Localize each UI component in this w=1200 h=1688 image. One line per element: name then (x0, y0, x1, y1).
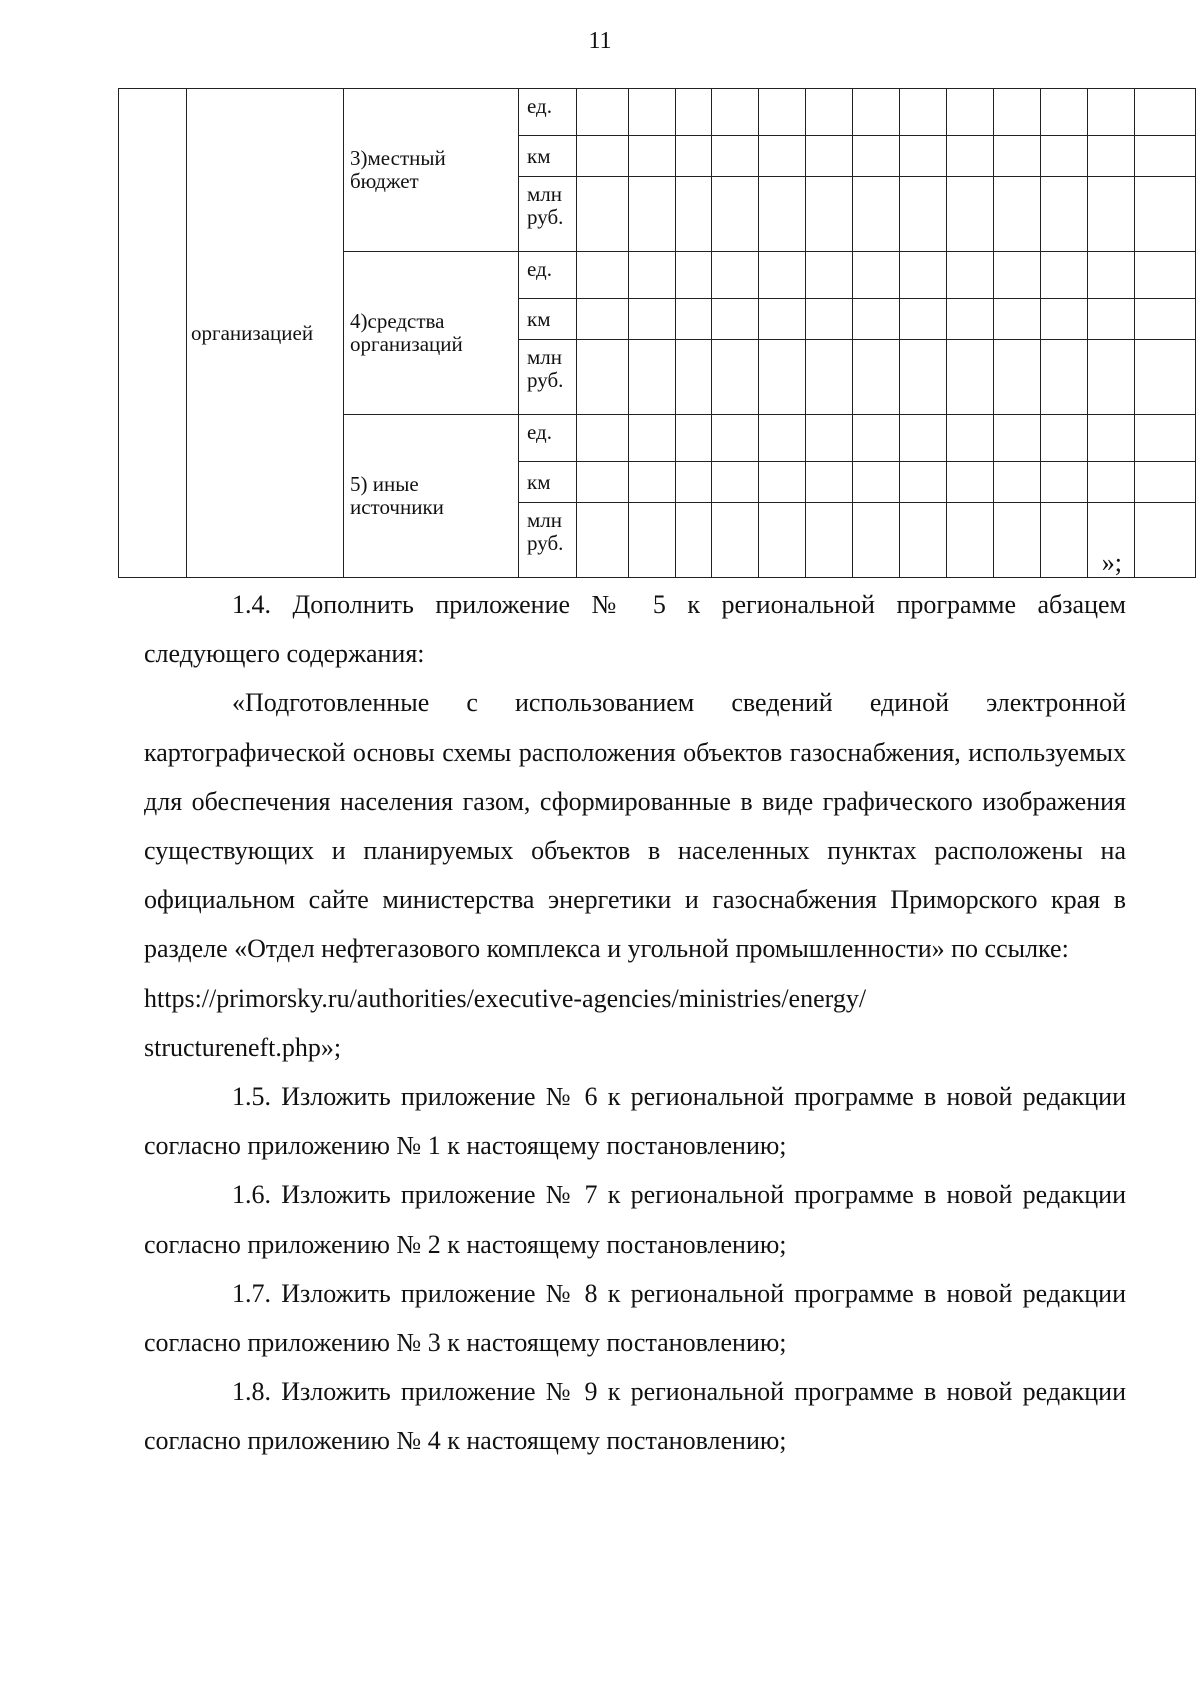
table-cell-empty (759, 177, 806, 252)
table-cell-empty (577, 503, 629, 578)
table-cell-empty (759, 252, 806, 299)
table-cell-empty (900, 177, 947, 252)
table-cell-unit: км (519, 462, 577, 503)
table-cell-empty (947, 299, 994, 340)
table-cell-empty (853, 136, 900, 177)
table-cell-unit: млн руб. (519, 340, 577, 415)
paragraph-1-4: 1.4. Дополнить приложение № 5 к региональной программе абзацем следующего содержания: (144, 590, 1126, 669)
table-cell-org: организацией (187, 89, 344, 578)
table-cell-unit: млн руб. (519, 177, 577, 252)
table-cell-empty (759, 415, 806, 462)
table-cell-empty (712, 462, 759, 503)
table-cell-empty (577, 415, 629, 462)
table-cell-empty (577, 89, 629, 136)
table-cell-empty (1088, 340, 1135, 415)
table-cell-empty (577, 252, 629, 299)
table-cell-empty (1088, 299, 1135, 340)
table-cell-empty (712, 252, 759, 299)
table-cell-empty (676, 503, 712, 578)
table-cell-empty (1135, 415, 1196, 462)
table-cell-empty (900, 462, 947, 503)
table-cell-empty (853, 462, 900, 503)
table-cell-empty (629, 462, 676, 503)
table-cell-empty (1088, 89, 1135, 136)
table-cell-empty (676, 340, 712, 415)
closing-quote: »; (1101, 548, 1122, 577)
table-cell-empty (629, 89, 676, 136)
table-cell-index (119, 89, 187, 578)
table-cell-empty (712, 340, 759, 415)
table-cell-empty (1135, 252, 1196, 299)
table-cell-empty (629, 503, 676, 578)
table-cell-empty (1041, 503, 1088, 578)
table-cell-empty (712, 89, 759, 136)
table-cell-empty (676, 177, 712, 252)
table-cell-empty (1088, 415, 1135, 462)
table-cell-empty (1041, 299, 1088, 340)
table-cell-empty (806, 415, 853, 462)
table-cell-empty (947, 503, 994, 578)
table-cell-empty (994, 340, 1041, 415)
table-cell-empty (853, 503, 900, 578)
paragraph-1-6: 1.6. Изложить приложение № 7 к региональной программе в новой редакции согласно приложению № 2 к настоящему постановлению; (144, 1180, 1126, 1259)
paragraph-link: https://primorsky.ru/authorities/executive-agencies/ministries/energy/ (144, 983, 867, 1013)
table-cell-empty (900, 252, 947, 299)
table-cell-empty (759, 136, 806, 177)
table-cell-empty (947, 415, 994, 462)
table-cell-empty (712, 136, 759, 177)
table-cell-empty (1088, 462, 1135, 503)
table-cell-empty (900, 136, 947, 177)
table-cell-unit: ед. (519, 89, 577, 136)
table-cell-empty (806, 503, 853, 578)
table-cell-empty (712, 299, 759, 340)
table-cell-empty (994, 415, 1041, 462)
table-cell-empty (1135, 462, 1196, 503)
table-cell-empty (712, 415, 759, 462)
table-cell-empty (676, 89, 712, 136)
paragraph-link-end: structureneft.php»; (144, 1032, 342, 1062)
table-cell-empty (853, 299, 900, 340)
table-cell-empty (629, 177, 676, 252)
table-cell-empty (947, 252, 994, 299)
table-cell-empty (1135, 177, 1196, 252)
table-cell-empty (1041, 415, 1088, 462)
table-cell-unit: млн руб. (519, 503, 577, 578)
table-cell-empty (577, 177, 629, 252)
table-cell-empty (947, 177, 994, 252)
table-cell-empty (806, 252, 853, 299)
table-cell-empty (676, 136, 712, 177)
table-cell-empty (900, 299, 947, 340)
table-cell-source: 3)местный бюджет (344, 89, 519, 252)
table-cell-empty (806, 136, 853, 177)
table-cell-empty (994, 177, 1041, 252)
table-cell-empty (676, 415, 712, 462)
table-cell-empty (1041, 89, 1088, 136)
table-cell-unit: км (519, 299, 577, 340)
table-row (119, 89, 1196, 136)
table-cell-source: 4)средства организаций (344, 252, 519, 415)
table-cell-empty (947, 89, 994, 136)
table-cell-empty (994, 462, 1041, 503)
table-cell-empty (759, 89, 806, 136)
table-cell-empty (806, 299, 853, 340)
table-cell-empty (900, 89, 947, 136)
paragraph-quote: «Подготовленные с использованием сведений единой электронной картографической основы схемы расположения объектов газоснабжения, используемых для обеспечения населения газом, сформированные в виде графического изображения существующих и планируемых объектов в населенных пунктах расположены на официальном сайте министерства энергетики и газоснабжения Приморского края в разделе «Отдел нефтегазового комплекса и угольной промышленности» по ссылке: (144, 688, 1126, 964)
table-cell-empty (947, 462, 994, 503)
table-cell-empty (1041, 340, 1088, 415)
table-cell-empty (1135, 340, 1196, 415)
table-cell-empty (1041, 252, 1088, 299)
table-cell-empty (900, 415, 947, 462)
table-cell-empty (712, 503, 759, 578)
table-cell-empty (629, 252, 676, 299)
paragraph-1-7: 1.7. Изложить приложение № 8 к региональной программе в новой редакции согласно приложению № 3 к настоящему постановлению; (144, 1278, 1126, 1358)
table-cell-empty (1135, 89, 1196, 136)
table-cell-unit: ед. (519, 252, 577, 299)
table-cell-empty (853, 177, 900, 252)
paragraph-1-5: 1.5. Изложить приложение № 6 к региональной программе в новой редакции согласно приложению № 1 к настоящему постановлению; (144, 1082, 1126, 1161)
table-cell-empty (759, 340, 806, 415)
table-cell-empty (759, 503, 806, 578)
table-cell-empty (1041, 177, 1088, 252)
table-cell-empty (629, 299, 676, 340)
table-cell-empty (577, 462, 629, 503)
table-cell-empty (1135, 299, 1196, 340)
table-cell-empty (759, 462, 806, 503)
table-cell-empty (676, 252, 712, 299)
table-cell-unit: ед. (519, 415, 577, 462)
table-cell-empty (1088, 252, 1135, 299)
table-cell-empty (1041, 462, 1088, 503)
table-cell-unit: км (519, 136, 577, 177)
table-cell-empty (577, 340, 629, 415)
table-cell-empty (577, 136, 629, 177)
table-cell-empty (994, 89, 1041, 136)
table-cell-source: 5) иные источники (344, 415, 519, 578)
table-cell-empty (900, 503, 947, 578)
table-cell-empty (712, 177, 759, 252)
body-text (144, 580, 1126, 1466)
table-cell-empty (759, 299, 806, 340)
table-cell-empty (853, 340, 900, 415)
page-number: 11 (588, 28, 612, 54)
paragraph-1-8: 1.8. Изложить приложение № 9 к региональной программе в новой редакции согласно приложению № 4 к настоящему постановлению; (144, 1377, 1126, 1456)
table-cell-empty (994, 299, 1041, 340)
table-cell-empty (806, 89, 853, 136)
table-cell-empty (900, 340, 947, 415)
budget-table (118, 88, 1196, 578)
table-cell-empty (577, 299, 629, 340)
table-cell-empty (1088, 177, 1135, 252)
table-cell-empty (994, 503, 1041, 578)
table-cell-empty (806, 462, 853, 503)
table-cell-empty (1041, 136, 1088, 177)
table-cell-empty (994, 136, 1041, 177)
table-cell-empty (947, 340, 994, 415)
table-cell-empty (629, 415, 676, 462)
table-cell-empty (806, 177, 853, 252)
table-cell-empty (676, 299, 712, 340)
table-cell-empty (853, 89, 900, 136)
table-cell-empty (994, 252, 1041, 299)
table-cell-empty (853, 415, 900, 462)
table-cell-empty (806, 340, 853, 415)
table-cell-empty (1135, 503, 1196, 578)
table-cell-empty (947, 136, 994, 177)
table-cell-empty (629, 136, 676, 177)
table-cell-empty (676, 462, 712, 503)
table-cell-empty (1135, 136, 1196, 177)
table-cell-empty (1088, 136, 1135, 177)
table-cell-empty (853, 252, 900, 299)
table-cell-empty (629, 340, 676, 415)
